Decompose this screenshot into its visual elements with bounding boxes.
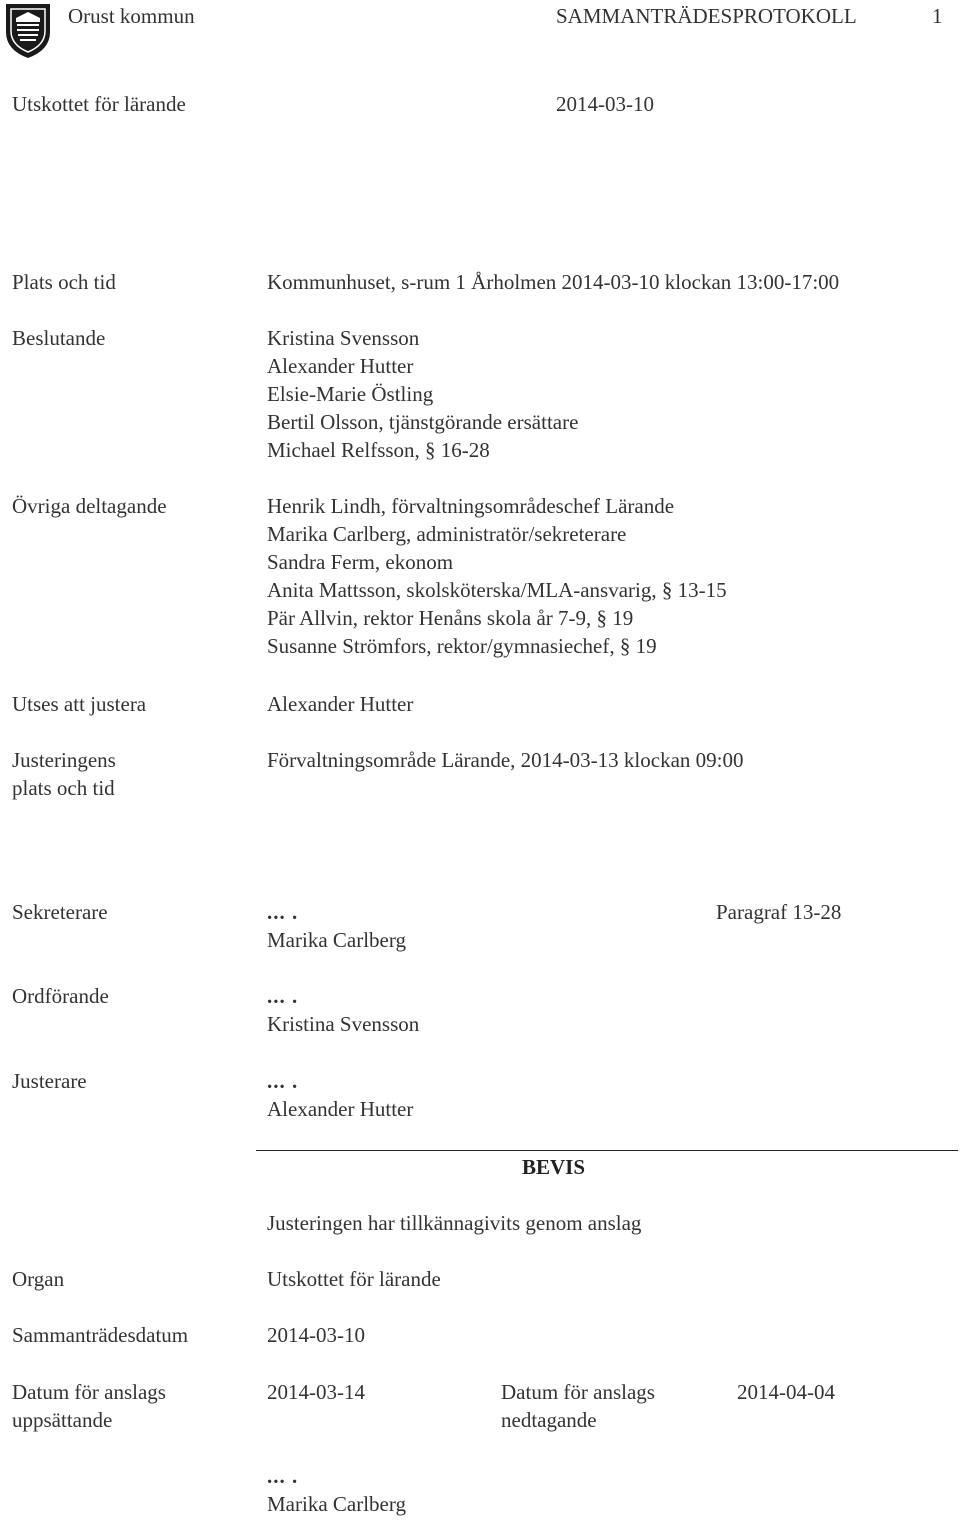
org-name: Orust kommun (68, 4, 195, 28)
adjuster-signature-line: ... . (267, 1069, 299, 1093)
participant-item: Pär Allvin, rektor Henåns skola år 7-9, § 19 (267, 606, 634, 630)
secretary-name: Marika Carlberg (267, 928, 406, 952)
organ-label: Organ (12, 1267, 65, 1291)
document-type: SAMMANTRÄDESPROTOKOLL (556, 4, 857, 28)
bevis-divider (256, 1150, 958, 1151)
chair-name: Kristina Svensson (267, 1012, 420, 1036)
participant-item: Susanne Strömfors, rektor/gymnasiechef, § 19 (267, 634, 657, 658)
place-time-label: Plats och tid (12, 270, 116, 294)
protocol-date: 2014-03-10 (556, 92, 654, 116)
adjuster-name: Alexander Hutter (267, 692, 414, 716)
adjust-place-label: Justeringens plats och tid (12, 748, 116, 800)
participant-item: Henrik Lindh, förvaltningsområdeschef Lärande (267, 494, 675, 518)
participant-item: Anita Mattsson, skolsköterska/MLA-ansvarig, § 13-15 (267, 578, 727, 602)
meeting-date-label: Sammanträdesdatum (12, 1323, 189, 1347)
secretary-label: Sekreterare (12, 900, 108, 924)
decider-item: Michael Relfsson, § 16-28 (267, 438, 490, 462)
decider-item: Elsie-Marie Östling (267, 382, 434, 406)
secretary-signature-line: ... . (267, 900, 299, 924)
committee-name: Utskottet för lärande (12, 92, 186, 116)
page-number: 1 (932, 4, 943, 28)
bevis-title: BEVIS (522, 1155, 586, 1179)
others-label: Övriga deltagande (12, 494, 167, 518)
place-time-value: Kommunhuset, s-rum 1 Årholmen 2014-03-10 klockan 13:00-17:00 (267, 270, 840, 294)
others-list (267, 492, 727, 660)
deciders-list (267, 324, 578, 464)
removed-date-label: Datum för anslags nedtagande (501, 1380, 655, 1432)
deciders-label: Beslutande (12, 326, 106, 350)
participant-item: Sandra Ferm, ekonom (267, 550, 454, 574)
decider-item: Bertil Olsson, tjänstgörande ersättare (267, 410, 579, 434)
posted-date-label: Datum för anslags uppsättande (12, 1380, 166, 1432)
adjust-place-value: Förvaltningsområde Lärande, 2014-03-13 klockan 09:00 (267, 748, 744, 772)
paragraph-range: Paragraf 13-28 (716, 900, 842, 924)
adjuster-label: Utses att justera (12, 692, 147, 716)
meeting-date-value: 2014-03-10 (267, 1323, 365, 1347)
removed-date-value: 2014-04-04 (737, 1380, 835, 1404)
adjuster-sign-name: Alexander Hutter (267, 1097, 414, 1121)
decider-item: Alexander Hutter (267, 354, 414, 378)
organ-value: Utskottet för lärande (267, 1267, 441, 1291)
participant-item: Marika Carlberg, administratör/sekreterare (267, 522, 627, 546)
municipal-crest-logo (2, 0, 54, 60)
posted-date-value: 2014-03-14 (267, 1380, 365, 1404)
chair-signature-line: ... . (267, 984, 299, 1008)
bevis-statement: Justeringen har tillkännagivits genom anslag (267, 1211, 642, 1235)
decider-item: Kristina Svensson (267, 326, 420, 350)
adjuster-sign-label: Justerare (12, 1069, 87, 1093)
bevis-signature-line: ... . (267, 1464, 299, 1488)
bevis-signer-name: Marika Carlberg (267, 1492, 406, 1516)
chair-label: Ordförande (12, 984, 109, 1008)
